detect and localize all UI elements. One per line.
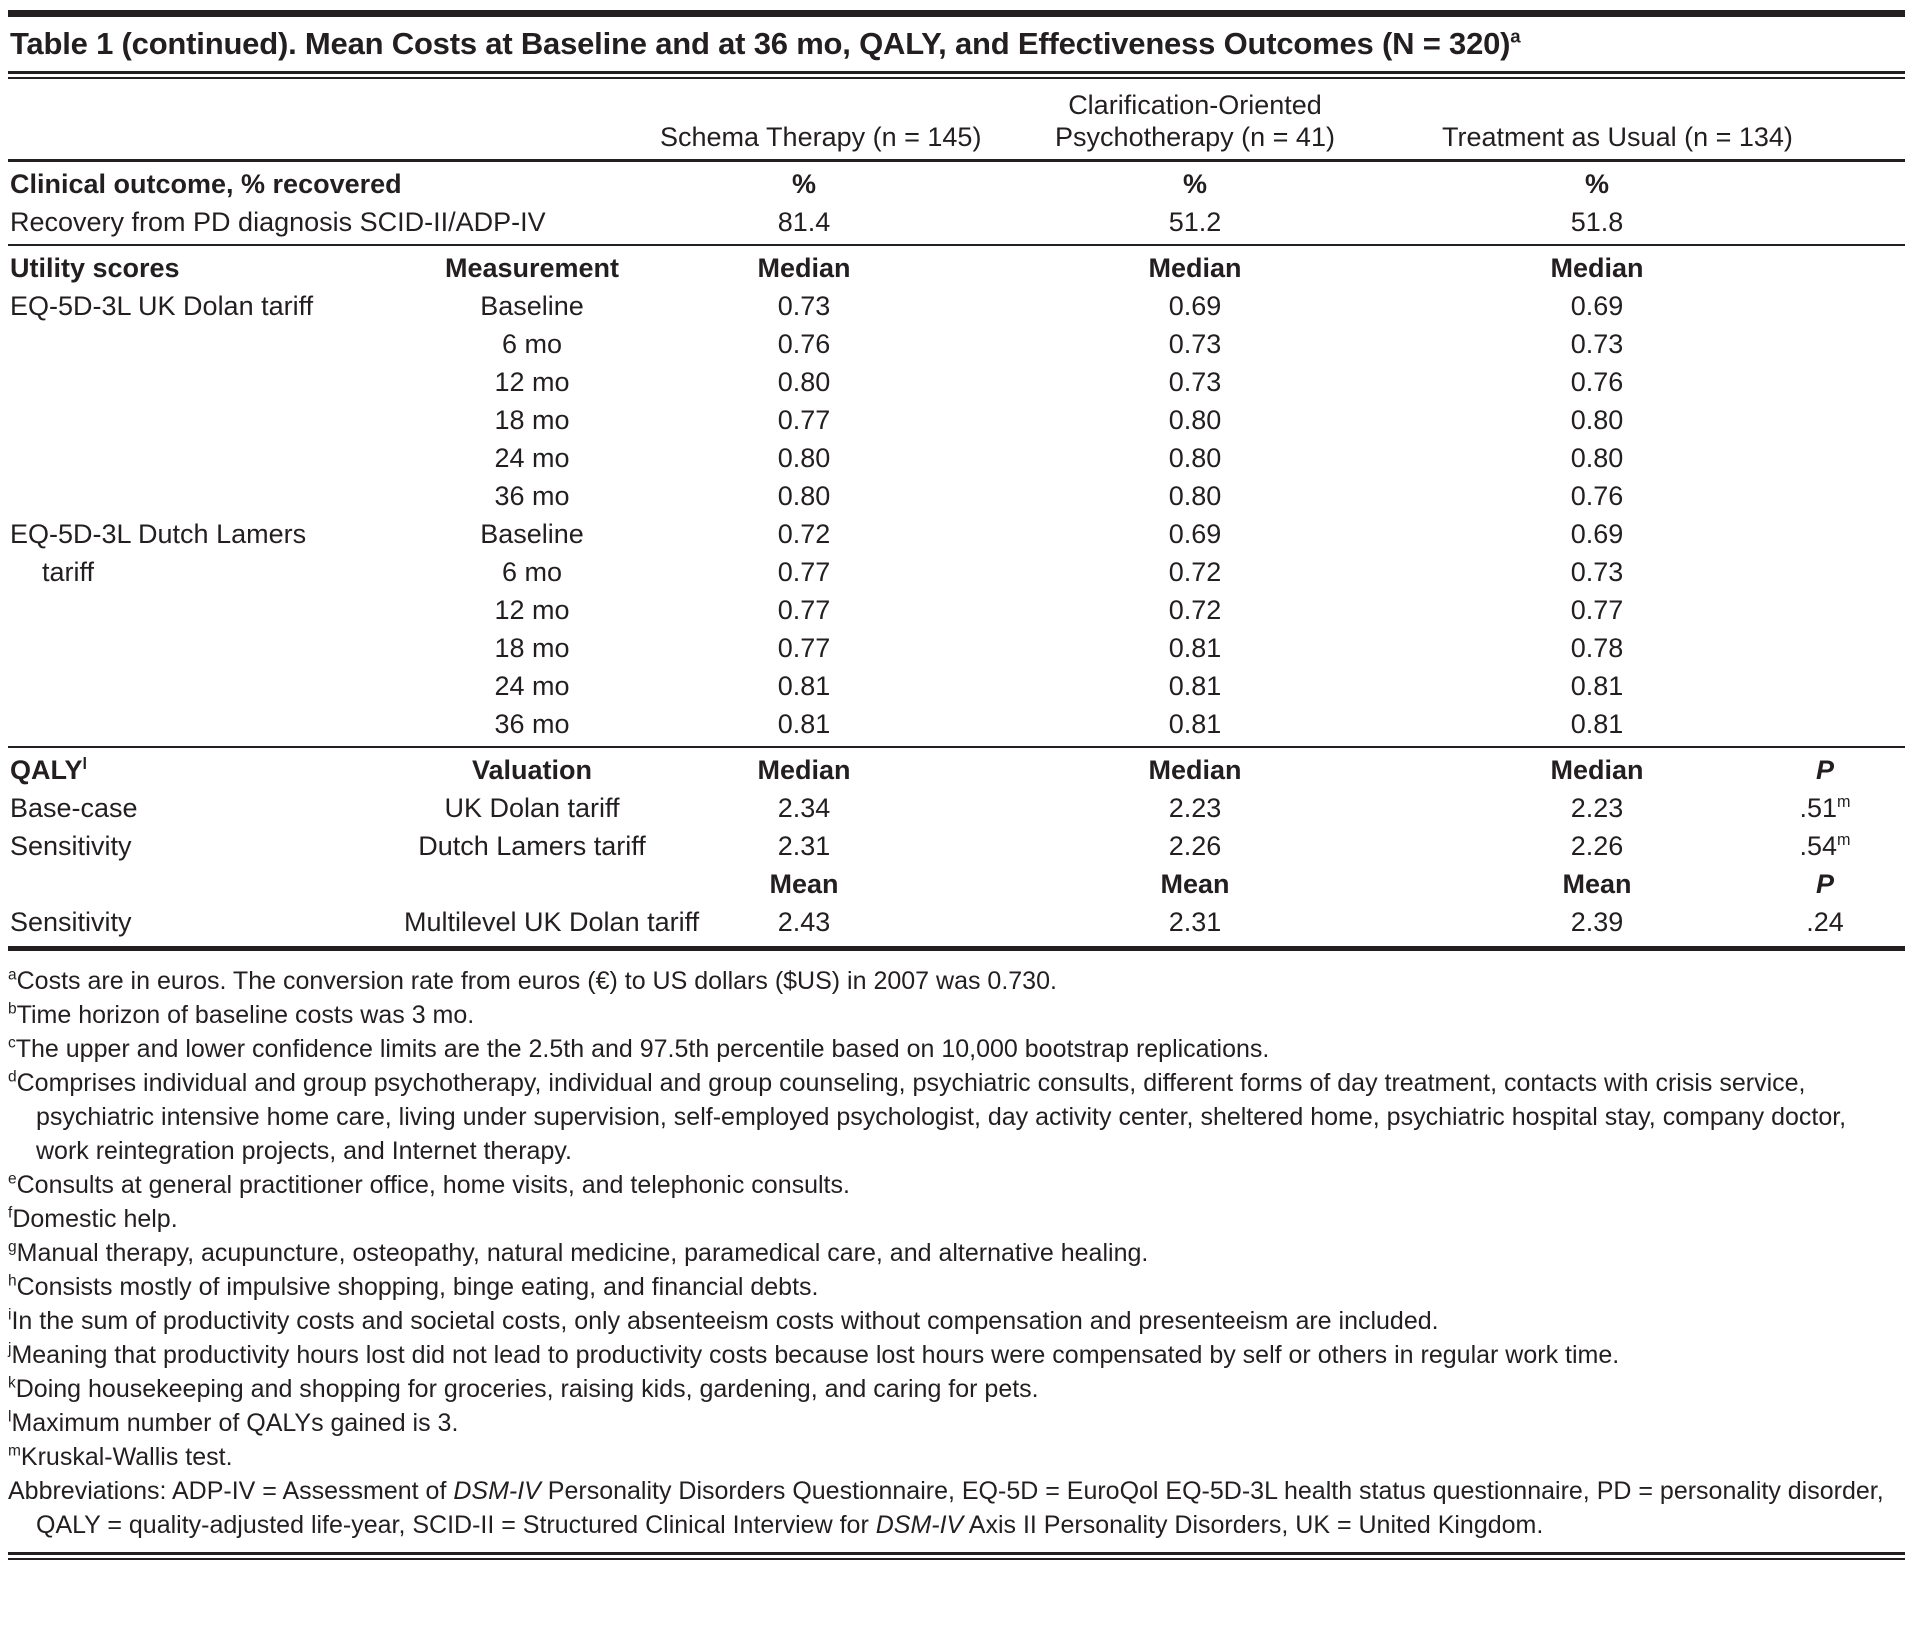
value-cell: 0.77 [777,556,831,587]
footnote [8,1372,1905,1406]
footnote-text: Meaning that productivity hours lost did not lead to productivity costs because lost hours were compensated by self or others in regular work time. [11,1341,1620,1369]
value-cell: Median [757,754,851,785]
value-cell: 0.81 [1168,708,1222,739]
footnote-text: Maximum number of QALYs gained is 3. [11,1409,459,1437]
p-value-cell: P [1815,754,1834,785]
table-row [8,439,1905,477]
footnote [8,998,1905,1032]
value-cell: 0.80 [1168,442,1222,473]
footnote-text: Domestic help. [12,1205,178,1233]
measurement-cell: 18 mo [494,404,570,435]
value-cell: 2.31 [777,830,831,861]
value-cell: Median [1148,754,1242,785]
value-cell: Median [1550,754,1644,785]
value-cell: 0.72 [1168,556,1222,587]
table-row [8,325,1905,363]
table-row [8,401,1905,439]
table-row [8,477,1905,515]
column-header-line: Treatment as Usual (n = 134) [1442,122,1793,152]
value-cell: 0.73 [1168,366,1222,397]
table-column-headers [8,83,1905,159]
value-cell: 81.4 [777,206,831,237]
footnote-superscript: m [8,1442,21,1460]
value-cell: 0.81 [1570,670,1624,701]
footnote-text: Doing housekeeping and shopping for groceries, raising kids, gardening, and caring for pets. [15,1375,1039,1403]
measurement-cell: 24 mo [494,442,570,473]
measurement-cell: Multilevel UK Dolan tariff [404,906,700,937]
table-row [8,515,1905,553]
value-cell: 0.80 [777,366,831,397]
value-cell: 2.31 [1168,906,1222,937]
table-row [8,553,1905,591]
table-row [8,705,1905,743]
table-row [8,591,1905,629]
footnote-text: Consists mostly of impulsive shopping, binge eating, and financial debts. [16,1273,819,1301]
footnote [8,1202,1905,1236]
value-cell: 0.80 [1168,480,1222,511]
table-row [8,827,1905,865]
value-cell: Mean [769,868,839,899]
value-cell: 0.80 [1570,404,1624,435]
footnote-superscript: c [8,1034,16,1052]
value-cell: 0.69 [1570,518,1624,549]
footnote [8,1168,1905,1202]
table-section [8,162,1905,244]
footnote-text: Abbreviations: ADP-IV = Assessment of [8,1477,454,1505]
table-title-text: Table 1 (continued). Mean Costs at Baseline and at 36 mo, QALY, and Effectiveness Outcomes (N = 320) [10,26,1511,61]
measurement-cell: UK Dolan tariff [444,792,620,823]
table-bottom-rule [8,946,1905,951]
footnote-superscript: d [8,1068,17,1086]
value-cell: 0.73 [777,290,831,321]
value-cell: 2.26 [1570,830,1624,861]
measurement-cell: Dutch Lamers tariff [418,830,646,861]
value-cell: 2.23 [1570,792,1624,823]
value-cell: 0.73 [1570,328,1624,359]
table-row [8,865,1905,903]
column-header-clarification-oriented-psychotherapy [948,89,1442,153]
row-label-cell: Clinical outcome, % recovered [10,168,402,199]
table-section [8,746,1905,944]
footnote-text: Costs are in euros. The conversion rate from euros (€) to US dollars ($US) in 2007 was 0.730. [16,967,1057,995]
table-row [8,249,1905,287]
row-label-cell: Sensitivity [10,906,132,937]
value-cell: 2.26 [1168,830,1222,861]
value-cell: 0.76 [777,328,831,359]
p-value-cell: .24 [1806,906,1844,937]
row-label-cell: Recovery from PD diagnosis SCID-II/ADP-IV [10,206,546,237]
column-header-line: Clarification-Oriented [1068,90,1322,120]
footnote-text: Consults at general practitioner office, home visits, and telephonic consults. [16,1171,850,1199]
value-cell: Median [1148,252,1242,283]
column-header-line: Psychotherapy (n = 41) [1055,122,1335,152]
p-value-cell: .54$^m$ [1799,830,1851,861]
row-label-cell: tariff [42,556,95,587]
superscript-marker: m [1837,830,1851,849]
measurement-cell: 12 mo [494,594,570,625]
table-body [8,162,1905,944]
value-cell: 0.80 [1570,442,1624,473]
value-cell: % [1584,168,1609,199]
value-cell: 0.81 [777,670,831,701]
footnote [8,964,1905,998]
footnote [8,1304,1905,1338]
value-cell: 51.2 [1168,206,1222,237]
measurement-cell: 12 mo [494,366,570,397]
superscript-marker: l [82,754,88,773]
footnote [8,1066,1905,1168]
value-cell: Median [757,252,851,283]
value-cell: 0.72 [777,518,831,549]
value-cell: 0.77 [1570,594,1624,625]
table-row [8,789,1905,827]
page-bottom-rule [8,1552,1905,1560]
measurement-cell: 18 mo [494,632,570,663]
footnote-superscript: l [8,1408,12,1426]
table-section [8,244,1905,746]
row-label-cell: Sensitivity [10,830,132,861]
value-cell: 0.77 [777,594,831,625]
row-label-cell: EQ-5D-3L Dutch Lamers [10,518,307,549]
value-cell: 2.43 [777,906,831,937]
p-value-cell: P [1815,868,1834,899]
footnote-superscript: h [8,1272,17,1290]
footnote [8,1270,1905,1304]
table-row [8,751,1905,789]
measurement-cell: Baseline [480,518,584,549]
footnote-text: Personality Disorders Questionnaire, EQ-5D = EuroQol EQ-5D-3L health status questionnaire, PD = personality disorder, QALY = quality-adjusted life-year, SCID-II = Structured Clinical Interview for [36,1477,1884,1539]
measurement-cell: Measurement [444,252,620,283]
value-cell: 0.69 [1168,290,1222,321]
measurement-cell: 24 mo [494,670,570,701]
table-row [8,363,1905,401]
table-row [8,165,1905,203]
footnote-text: Time horizon of baseline costs was 3 mo. [16,1001,475,1029]
measurement-cell: 36 mo [494,480,570,511]
footnotes [8,964,1905,1542]
footnote-text: The upper and lower confidence limits are the 2.5th and 97.5th percentile based on 10,000 bootstrap replications. [15,1035,1270,1063]
table-title-superscript: a [1510,25,1521,47]
top-rule [8,10,1905,17]
footnote-text: Comprises individual and group psychotherapy, individual and group counseling, psychiatric consults, different forms of day treatment, contacts with crisis service, psychiatric intensive home care, living under supervision, self-employed psychologist, day activity center, sheltered home, psychiatric hospital stay, company doctor, work reintegration projects, and Internet therapy. [16,1069,1847,1165]
value-cell: 0.73 [1570,556,1624,587]
footnote-superscript: j [8,1340,12,1358]
value-cell: 0.80 [777,442,831,473]
footnote-superscript: i [8,1306,12,1324]
footnote-superscript: k [8,1374,16,1392]
value-cell: 2.39 [1570,906,1624,937]
footnote-superscript: f [8,1204,13,1222]
value-cell: 0.77 [777,404,831,435]
measurement-cell: Baseline [480,290,584,321]
footnote-text-italic: DSM-IV [875,1511,964,1539]
value-cell: 2.34 [777,792,831,823]
value-cell: Mean [1160,868,1230,899]
column-header-schema-therapy [660,121,982,153]
value-cell: 51.8 [1570,206,1624,237]
measurement-cell: Valuation [471,754,593,785]
title-separator-rule [8,71,1905,79]
value-cell: 0.81 [1168,632,1222,663]
column-header-line: Schema Therapy (n = 145) [660,122,982,152]
value-cell: Median [1550,252,1644,283]
footnote-superscript: a [8,966,17,984]
value-cell: 2.23 [1168,792,1222,823]
p-value-cell: .51$^m$ [1799,792,1851,823]
footnote [8,1474,1905,1542]
value-cell: 0.69 [1570,290,1624,321]
superscript-marker: m [1837,792,1851,811]
table-row [8,287,1905,325]
footnote [8,1406,1905,1440]
table-title [8,24,1905,71]
footnote-text: In the sum of productivity costs and societal costs, only absenteeism costs without compensation and presenteeism are included. [11,1307,1439,1335]
measurement-cell: 36 mo [494,708,570,739]
value-cell: 0.77 [777,632,831,663]
footnote-text: Axis II Personality Disorders, UK = United Kingdom. [963,1511,1544,1539]
row-label-cell: Utility scores [10,252,180,283]
value-cell: 0.81 [777,708,831,739]
table-row [8,203,1905,241]
value-cell: 0.81 [1168,670,1222,701]
table-row [8,629,1905,667]
footnote-text: Manual therapy, acupuncture, osteopathy, natural medicine, paramedical care, and alternative healing. [16,1239,1149,1267]
value-cell: 0.76 [1570,366,1624,397]
value-cell: 0.81 [1570,708,1624,739]
value-cell: 0.76 [1570,480,1624,511]
footnote-text: Kruskal-Wallis test. [20,1443,233,1471]
value-cell: 0.69 [1168,518,1222,549]
value-cell: 0.72 [1168,594,1222,625]
value-cell: 0.73 [1168,328,1222,359]
table-row [8,667,1905,705]
footnote-superscript: e [8,1170,17,1188]
measurement-cell: 6 mo [501,328,563,359]
value-cell: 0.78 [1570,632,1624,663]
row-label-cell: EQ-5D-3L UK Dolan tariff [10,290,314,321]
footnote-superscript: b [8,1000,17,1018]
footnote [8,1440,1905,1474]
row-label-cell: QALY$^l$ [10,754,88,785]
value-cell: % [1182,168,1207,199]
column-header-treatment-as-usual [1442,121,1793,153]
measurement-cell: 6 mo [501,556,563,587]
footnote [8,1032,1905,1066]
footnote-superscript: g [8,1238,17,1256]
row-label-cell: Base-case [10,792,138,823]
value-cell: 0.80 [1168,404,1222,435]
value-cell: Mean [1562,868,1632,899]
footnote [8,1338,1905,1372]
value-cell: % [791,168,816,199]
table-row [8,903,1905,941]
footnote [8,1236,1905,1270]
value-cell: 0.80 [777,480,831,511]
footnote-text-italic: DSM-IV [453,1477,541,1505]
